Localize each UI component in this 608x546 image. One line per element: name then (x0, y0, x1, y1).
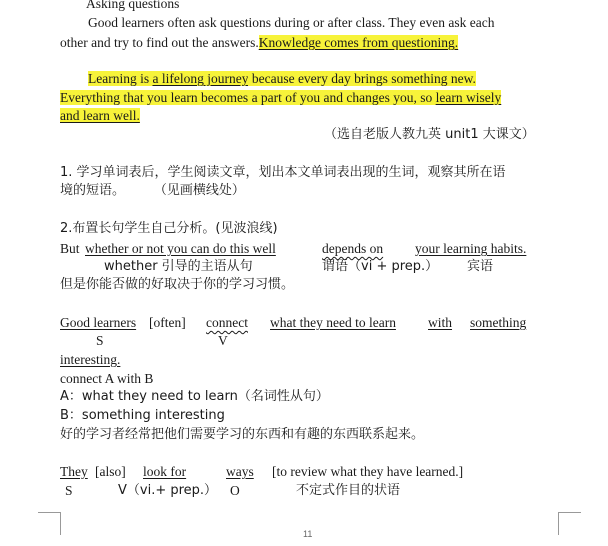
sentence-2-verb: connect (206, 315, 248, 330)
sentence-2-adverb: [often] (149, 315, 186, 330)
source-note: （选自老版人教九英 unit1 大课文） (324, 127, 535, 142)
sentence-1-label-object: 宾语 (467, 259, 494, 274)
sentence-1-translation: 但是你能否做的好取决于你的学习习惯。 (60, 277, 295, 292)
phrase-lifelong-journey: a lifelong journey (152, 71, 249, 86)
task-1-line-2: 境的短语。 （见画横线处） (60, 183, 245, 198)
paragraph-1-line-1: Good learners often ask questions during or after class. They even ask each (88, 15, 495, 30)
task-1-line-1: 1. 学习单词表后，学生阅读文章，划出本文单词表出现的生词，观察其所在语 (60, 165, 506, 180)
sentence-1-object: your learning habits. (415, 241, 527, 256)
sentence-2-label-v: V (218, 333, 228, 348)
highlight-knowledge-sentence: Knowledge comes from questioning. (258, 35, 459, 50)
sentence-3-verb: look for (143, 464, 187, 479)
sentence-2-object-2a: something (470, 315, 527, 330)
sentence-3-label-s: S (65, 483, 73, 498)
sentence-3-adverb: [also] (95, 464, 126, 479)
sentence-3-label-v: V（vi.+ prep.） (118, 483, 218, 498)
sentence-3-label-infinitive: 不定式作目的状语 (296, 483, 401, 498)
phrase-learn-well: and learn well. (60, 108, 140, 123)
page-corner-mark-right (558, 512, 581, 535)
sentence-3-label-o: O (230, 483, 240, 498)
paragraph-2-line-2 (60, 89, 501, 106)
page-corner-mark-left (38, 512, 61, 535)
sentence-1-subject: whether or not you can do this well (85, 241, 276, 256)
sentence-2-a-note: A：what they need to learn（名词性从句） (60, 389, 329, 404)
phrase-learn-wisely: learn wisely (435, 90, 502, 105)
sentence-1-label-subject: whether 引导的主语从句 (104, 259, 253, 274)
task-2-title: 2.布置长句学生自己分析。(见波浪线) (60, 221, 278, 236)
sentence-1-but: But (60, 241, 80, 256)
paragraph-2-line-1 (88, 70, 476, 87)
sentence-2-object-2b: interesting. (60, 352, 121, 367)
sentence-1-verb: depends on (322, 241, 384, 256)
paragraph-2-line-3 (60, 107, 140, 124)
paragraph-1-text: other and try to find out the answers. (60, 35, 259, 50)
sentence-3-object: ways (226, 464, 254, 479)
sentence-2-label-s: S (96, 333, 104, 348)
paragraph-2-text-c: Everything that you learn becomes a part of you and changes you, so (60, 90, 436, 105)
sentence-2-pattern: connect A with B (60, 371, 154, 386)
page-number: 11 (303, 529, 313, 539)
passage-heading: Asking questions (86, 0, 180, 11)
sentence-1-label-verb: 谓语（vi + prep.） (322, 259, 439, 274)
sentence-2-object-1: what they need to learn (270, 315, 396, 330)
sentence-2-b-note: B：something interesting (60, 408, 225, 423)
sentence-2-subject: Good learners (60, 315, 137, 330)
paragraph-1-line-2 (60, 34, 458, 51)
sentence-3-infinitive: [to review what they have learned.] (272, 464, 464, 479)
sentence-3-subject: They (60, 464, 88, 479)
paragraph-2-text-b: because every day brings something new. (248, 71, 476, 86)
sentence-2-translation: 好的学习者经常把他们需要学习的东西和有趣的东西联系起来。 (60, 427, 425, 442)
paragraph-2-text-a: Learning is (88, 71, 153, 86)
sentence-2-with: with (428, 315, 453, 330)
